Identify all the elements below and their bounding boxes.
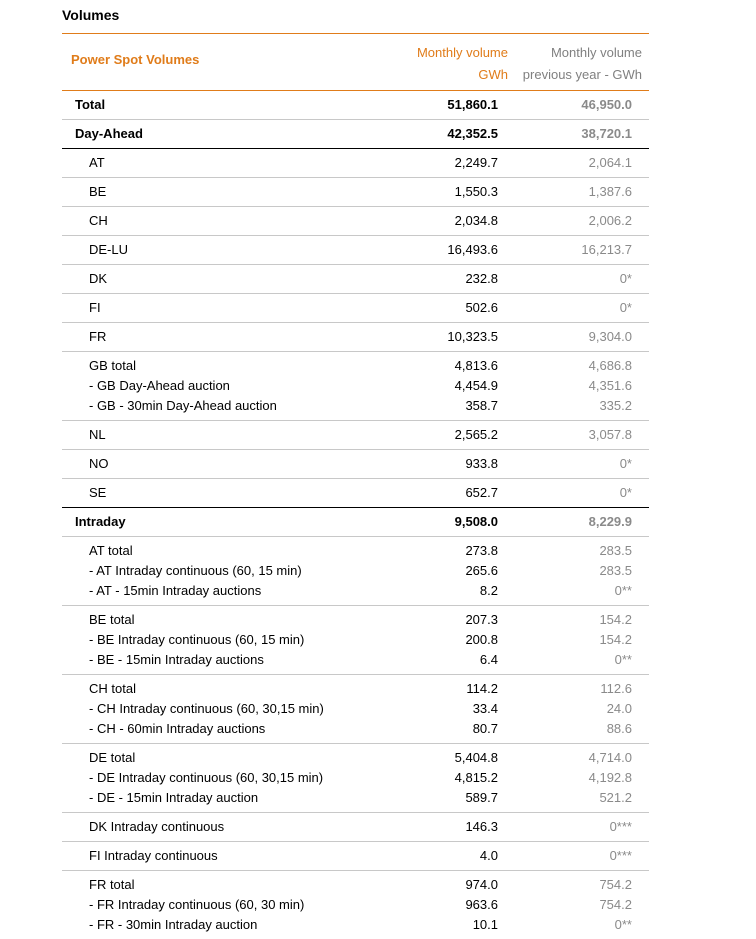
page-title: Volumes <box>62 7 120 23</box>
row-name: NL <box>89 427 106 442</box>
monthly-volume-cell: 265.6 <box>465 563 498 578</box>
monthly-volume-cell: 80.7 <box>472 721 498 736</box>
table-row <box>62 581 649 601</box>
table-row <box>62 483 649 503</box>
row-name: - BE - 15min Intraday auctions <box>89 652 264 667</box>
table-row <box>62 817 649 837</box>
row-name: - GB Day-Ahead auction <box>89 378 230 393</box>
previous-year-cell: 4,351.6 <box>588 378 632 393</box>
row-name: - DE Intraday continuous (60, 30,15 min) <box>89 770 324 785</box>
row-name: - BE Intraday continuous (60, 15 min) <box>89 632 305 647</box>
row-group <box>62 606 649 675</box>
monthly-volume-cell: 2,249.7 <box>454 155 498 170</box>
previous-year-cell: 0*** <box>609 848 632 863</box>
header-col2-line2: previous year - GWh <box>522 67 642 82</box>
previous-year-cell: 4,714.0 <box>588 750 632 765</box>
row-group <box>62 178 649 207</box>
header-col1-line2: GWh <box>478 67 508 82</box>
row-group <box>62 207 649 236</box>
table-row <box>62 699 649 719</box>
row-group <box>62 91 649 120</box>
row-name: - DE - 15min Intraday auction <box>89 790 259 805</box>
monthly-volume-cell: 146.3 <box>465 819 498 834</box>
table-row <box>62 269 649 289</box>
monthly-volume-cell: 502.6 <box>465 300 498 315</box>
table-row <box>62 541 649 561</box>
monthly-volume-cell: 114.2 <box>466 681 498 696</box>
table-row <box>62 788 649 808</box>
table-row <box>62 182 649 202</box>
row-group <box>62 421 649 450</box>
previous-year-cell: 0** <box>614 652 632 667</box>
row-group <box>62 120 649 149</box>
table-row <box>62 875 649 895</box>
monthly-volume-cell: 2,034.8 <box>454 213 498 228</box>
row-name: - FR Intraday continuous (60, 30 min) <box>89 897 305 912</box>
row-name: DE total <box>89 750 136 765</box>
monthly-volume-cell: 933.8 <box>465 456 498 471</box>
previous-year-cell: 88.6 <box>606 721 632 736</box>
row-group <box>62 675 649 744</box>
previous-year-cell: 9,304.0 <box>588 329 632 344</box>
row-name: - FR - 30min Intraday auction <box>89 917 258 932</box>
header-label: Power Spot Volumes <box>71 52 200 67</box>
header-col1-line1: Monthly volume <box>416 45 508 60</box>
previous-year-cell: 8,229.9 <box>588 514 632 529</box>
table-row <box>62 895 649 915</box>
row-name: - AT - 15min Intraday auctions <box>89 583 262 598</box>
table-row <box>62 748 649 768</box>
previous-year-cell: 754.2 <box>599 877 632 892</box>
table-row <box>62 240 649 260</box>
row-name: - GB - 30min Day-Ahead auction <box>89 398 277 413</box>
previous-year-cell: 2,064.1 <box>588 155 632 170</box>
previous-year-cell: 38,720.1 <box>581 126 632 141</box>
monthly-volume-cell: 33.4 <box>472 701 498 716</box>
previous-year-cell: 1,387.6 <box>588 184 632 199</box>
table-row <box>62 396 649 416</box>
monthly-volume-cell: 4.0 <box>479 848 498 863</box>
monthly-volume-cell: 200.8 <box>465 632 498 647</box>
header-col2-line1: Monthly volume <box>550 45 642 60</box>
row-name: - CH Intraday continuous (60, 30,15 min) <box>89 701 324 716</box>
row-name: - CH - 60min Intraday auctions <box>89 721 266 736</box>
monthly-volume-cell: 4,813.6 <box>454 358 498 373</box>
table-row <box>62 650 649 670</box>
row-group <box>62 871 649 939</box>
row-name: FR <box>89 329 107 344</box>
table-row <box>62 454 649 474</box>
monthly-volume-cell: 589.7 <box>465 790 498 805</box>
row-name: DK Intraday continuous <box>89 819 225 834</box>
monthly-volume-cell: 974.0 <box>465 877 498 892</box>
row-name: AT <box>89 155 105 170</box>
previous-year-cell: 154.2 <box>599 612 632 627</box>
header-monthly-volume <box>417 42 508 86</box>
previous-year-cell: 2,006.2 <box>588 213 632 228</box>
table-row <box>62 768 649 788</box>
table-row <box>62 124 649 144</box>
table-row <box>62 512 649 532</box>
monthly-volume-cell: 8.2 <box>479 583 498 598</box>
table-row <box>62 95 649 115</box>
row-name: BE total <box>89 612 135 627</box>
row-name: DK <box>89 271 108 286</box>
monthly-volume-cell: 5,404.8 <box>454 750 498 765</box>
monthly-volume-cell: 10.1 <box>472 917 498 932</box>
table-row <box>62 561 649 581</box>
row-name: FI Intraday continuous <box>89 848 218 863</box>
volumes-table <box>62 33 649 939</box>
previous-year-cell: 0** <box>614 583 632 598</box>
row-name: FR total <box>89 877 135 892</box>
row-group <box>62 323 649 352</box>
row-group <box>62 508 649 537</box>
previous-year-cell: 0* <box>619 300 632 315</box>
monthly-volume-cell: 2,565.2 <box>454 427 498 442</box>
previous-year-cell: 0*** <box>609 819 632 834</box>
row-group <box>62 450 649 479</box>
row-name: CH <box>89 213 108 228</box>
table-row <box>62 376 649 396</box>
monthly-volume-cell: 6.4 <box>479 652 498 667</box>
table-row <box>62 915 649 935</box>
table-row <box>62 211 649 231</box>
monthly-volume-cell: 1,550.3 <box>454 184 498 199</box>
monthly-volume-cell: 4,815.2 <box>454 770 498 785</box>
table-row <box>62 719 649 739</box>
previous-year-cell: 754.2 <box>599 897 632 912</box>
row-name: DE-LU <box>89 242 129 257</box>
row-group <box>62 265 649 294</box>
table-row <box>62 610 649 630</box>
monthly-volume-cell: 16,493.6 <box>447 242 498 257</box>
previous-year-cell: 46,950.0 <box>581 97 632 112</box>
row-name: - AT Intraday continuous (60, 15 min) <box>89 563 302 578</box>
row-name: FI <box>89 300 101 315</box>
row-name: AT total <box>89 543 133 558</box>
previous-year-cell: 154.2 <box>599 632 632 647</box>
monthly-volume-cell: 232.8 <box>465 271 498 286</box>
row-group <box>62 813 649 842</box>
row-group <box>62 352 649 421</box>
monthly-volume-cell: 4,454.9 <box>454 378 498 393</box>
previous-year-cell: 0* <box>619 456 632 471</box>
monthly-volume-cell: 9,508.0 <box>454 514 498 529</box>
previous-year-cell: 4,192.8 <box>588 770 632 785</box>
table-row <box>62 327 649 347</box>
monthly-volume-cell: 652.7 <box>465 485 498 500</box>
row-group <box>62 294 649 323</box>
table-row <box>62 153 649 173</box>
monthly-volume-cell: 358.7 <box>465 398 498 413</box>
table-row <box>62 846 649 866</box>
table-row <box>62 425 649 445</box>
row-name: BE <box>89 184 107 199</box>
previous-year-cell: 24.0 <box>606 701 632 716</box>
row-name: Intraday <box>75 514 126 529</box>
row-name: NO <box>89 456 109 471</box>
previous-year-cell: 3,057.8 <box>588 427 632 442</box>
row-name: Total <box>75 97 106 112</box>
header-previous-year <box>523 42 642 86</box>
previous-year-cell: 335.2 <box>599 398 632 413</box>
previous-year-cell: 16,213.7 <box>581 242 632 257</box>
monthly-volume-cell: 42,352.5 <box>447 126 498 141</box>
table-header <box>62 33 649 91</box>
monthly-volume-cell: 273.8 <box>465 543 498 558</box>
table-row <box>62 679 649 699</box>
monthly-volume-cell: 207.3 <box>465 612 498 627</box>
row-name: SE <box>89 485 107 500</box>
row-name: CH total <box>89 681 136 696</box>
table-body <box>62 91 649 939</box>
row-name: Day-Ahead <box>75 126 143 141</box>
row-group <box>62 149 649 178</box>
previous-year-cell: 0** <box>614 917 632 932</box>
row-name: GB total <box>89 358 136 373</box>
previous-year-cell: 0* <box>619 485 632 500</box>
table-row <box>62 630 649 650</box>
previous-year-cell: 4,686.8 <box>588 358 632 373</box>
previous-year-cell: 521.2 <box>599 790 632 805</box>
row-group <box>62 479 649 508</box>
monthly-volume-cell: 963.6 <box>465 897 498 912</box>
table-row <box>62 298 649 318</box>
previous-year-cell: 112.6 <box>600 681 632 696</box>
row-group <box>62 842 649 871</box>
row-group <box>62 537 649 606</box>
table-row <box>62 356 649 376</box>
row-group <box>62 236 649 265</box>
previous-year-cell: 0* <box>619 271 632 286</box>
row-group <box>62 744 649 813</box>
previous-year-cell: 283.5 <box>599 543 632 558</box>
monthly-volume-cell: 51,860.1 <box>447 97 498 112</box>
previous-year-cell: 283.5 <box>599 563 632 578</box>
monthly-volume-cell: 10,323.5 <box>447 329 498 344</box>
